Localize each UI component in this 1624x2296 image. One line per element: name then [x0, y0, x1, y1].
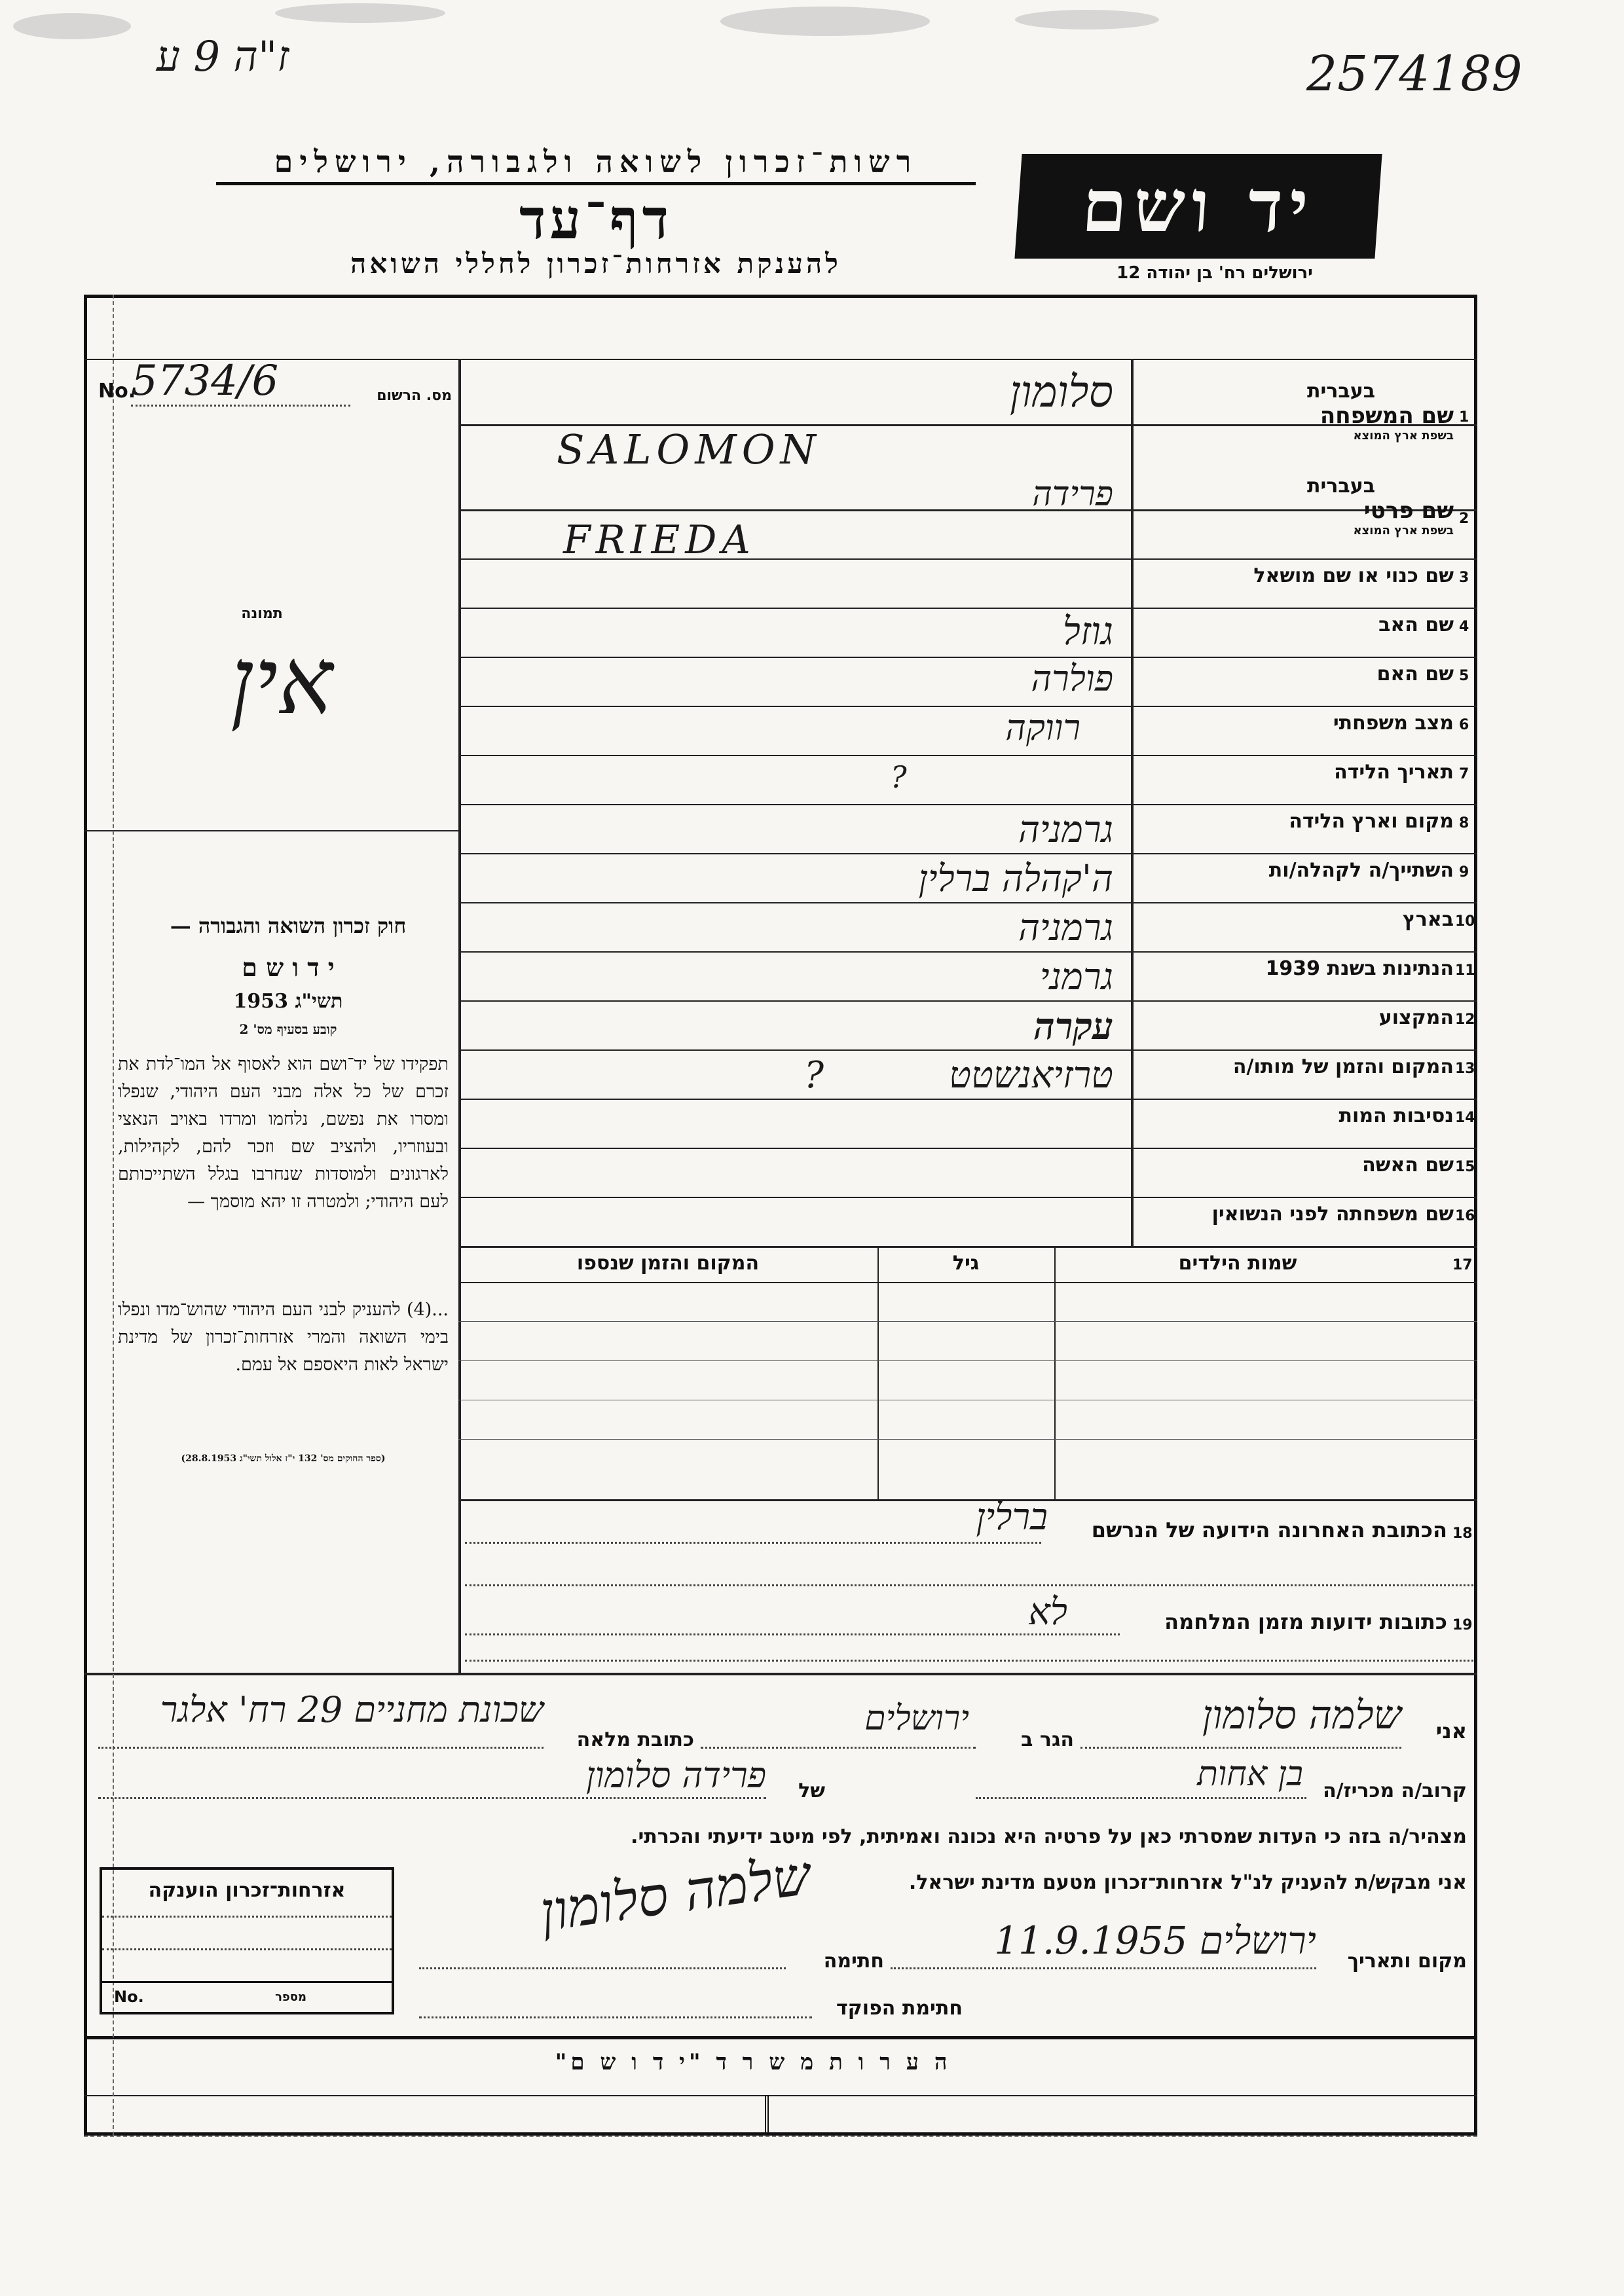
field-citizenship-label: הנתינות בשנת 1939	[1265, 957, 1454, 980]
decl-statement: מצהיר/ה בזה כי העדות שמסרתי כאן על פרטיה היא נכונה ואמיתית, לפי מיטב ידיעתי והכרתי.	[631, 1825, 1467, 1848]
decl-place-date-label: מקום ותאריך	[1347, 1950, 1467, 1973]
field-num-11: 11	[1455, 962, 1475, 979]
value-community: ה'קהלה ברלין	[918, 858, 1113, 900]
logo-text: יד ושם	[1079, 164, 1318, 248]
registration-no-label: No.	[98, 380, 136, 403]
photo-value: אין	[230, 629, 333, 735]
field-death-place-label: המקום והזמן של מותו/ה	[1232, 1055, 1454, 1078]
field-num-19: 19	[1452, 1617, 1473, 1633]
field-num-8: 8	[1459, 815, 1469, 831]
children-col-place: המקום והזמן שנספו	[576, 1252, 760, 1275]
field-mother-label: שם האם	[1376, 663, 1454, 685]
citizenship-box-no-label: No.	[114, 1988, 144, 2006]
field-wife-label: שם האשה	[1362, 1154, 1454, 1176]
field-num-15: 15	[1455, 1159, 1475, 1175]
law-year: תשי"ג 1953	[233, 990, 343, 1013]
field-num-14: 14	[1455, 1110, 1475, 1126]
field-country-label: בארץ	[1402, 908, 1454, 931]
decl-gar-b-label: הגר ב	[1021, 1728, 1074, 1751]
field-num-6: 6	[1459, 717, 1469, 733]
field-num-3: 3	[1459, 570, 1469, 586]
field-num-7: 7	[1459, 766, 1469, 782]
value-country: גרמניה	[1018, 907, 1113, 949]
value-marital-status: רווקה	[1005, 707, 1080, 748]
field-family-name-label	[1139, 380, 1454, 443]
field-profession-label: המקצוע	[1378, 1006, 1454, 1029]
decl-name: שלמה סלומון	[1202, 1692, 1401, 1738]
children-col-names: שמות הילדים	[1178, 1252, 1297, 1275]
value-father-name: גוזל	[1062, 609, 1113, 653]
law-source: (ספר החוקים מס' 132 י"ז אלול תשי"ג 28.8.1953)	[181, 1453, 386, 1464]
registration-number: 5734/6	[131, 357, 279, 405]
field-num-2: 2	[1459, 511, 1469, 527]
decl-relative-of: פרידה סלומון	[585, 1755, 766, 1796]
registration-label: מס. הרשום	[377, 388, 452, 404]
field-num-10: 10	[1455, 913, 1475, 930]
field-last-address-label: הכתובת האחרונה הידועה של הנרשם	[1091, 1518, 1447, 1542]
field-family-name-sub-bottom: בשפת ארץ המוצא	[1353, 429, 1454, 443]
field-first-name-label	[1139, 475, 1454, 538]
decl-city: ירושלים	[864, 1699, 969, 1738]
decl-request: אני מבקש/ת להעניק לנ"ל אזרחות־זכרון מטעם מדינת ישראל.	[908, 1871, 1467, 1894]
field-first-name-sub-top: בעברית	[1307, 475, 1375, 498]
decl-address-label: כתובת מלאה	[576, 1728, 694, 1751]
field-birthplace-label: מקום וארץ הלידה	[1289, 810, 1454, 833]
value-birthplace: גרמניה	[1018, 809, 1113, 851]
value-mother-name: פולרה	[1031, 658, 1113, 699]
value-death-place: טרזיאנשטט	[949, 1054, 1113, 1097]
field-num-5: 5	[1459, 668, 1469, 684]
field-father-label: שם האב	[1378, 613, 1454, 636]
decl-address: שכונת מחניים 29 רח' אלגר	[160, 1689, 544, 1730]
form-title: דף־עד	[519, 187, 673, 251]
field-num-17: 17	[1452, 1257, 1473, 1273]
form-subtitle: להענקת אזרחות־זכרון לחללי השואה	[350, 247, 841, 280]
children-col-age: גיל	[952, 1252, 980, 1275]
decl-officer-label: חתימת הפוקד	[836, 1997, 963, 2020]
field-num-1: 1	[1459, 409, 1469, 426]
value-wartime-address: לא	[1028, 1591, 1067, 1633]
law-paragraph-2: ...(4) להעניק לבני העם היהודי שהוש־מדו ונפלו בימי השואה והמרי אזרחות־זכרון של מדינת ישראל לאות היאספם אל עמם.	[118, 1300, 449, 1375]
value-profession: עקרה	[1033, 1005, 1113, 1048]
field-num-18: 18	[1452, 1525, 1473, 1542]
value-family-name-hebrew: סלומון	[1009, 367, 1113, 417]
field-first-name-sub-bottom: בשפת ארץ המוצא	[1353, 524, 1454, 538]
field-num-16: 16	[1455, 1208, 1475, 1224]
field-num-12: 12	[1455, 1011, 1475, 1028]
field-family-name-sub-top: בעברית	[1307, 380, 1375, 403]
law-section: קובע בסעיף מס' 2	[239, 1021, 337, 1037]
citizenship-box-title: אזרחות־זכרון הוענקה	[148, 1879, 346, 1902]
handwritten-top-left-mark: ז"ה 9 ע	[156, 33, 289, 81]
decl-relative-label: קרוב/ה מכריז/ה	[1323, 1779, 1467, 1802]
handwritten-record-number: 2574189	[1306, 46, 1522, 102]
law-name: י ד ו ש ם	[242, 953, 335, 982]
office-notes-title: ה ע ר ו ת מ ש ר ד "י ד ו ש ם"	[555, 2049, 951, 2075]
decl-place-date: ירושלים 11.9.1955	[994, 1918, 1316, 1963]
value-death-place-question: ?	[804, 1054, 824, 1097]
field-num-9: 9	[1459, 864, 1469, 881]
field-death-circumstances-label: נסיבות המות	[1338, 1104, 1454, 1127]
field-community-label: השתייך/ה לקהלה/ות	[1268, 859, 1454, 882]
field-first-name-label-text: שם פרטי	[1363, 498, 1454, 524]
field-alias-label: שם כנוי או שם מושאל	[1253, 564, 1454, 587]
decl-relation: בן אחות	[1197, 1755, 1303, 1794]
field-num-4: 4	[1459, 619, 1469, 635]
field-marital-label: מצב משפחתי	[1333, 712, 1454, 735]
value-first-name-hebrew: פרידה	[1032, 475, 1113, 514]
value-birthdate: ?	[891, 759, 907, 795]
yad-vashem-address: ירושלים רח' בן יהודה 12	[1116, 263, 1313, 283]
decl-of-label: של	[798, 1779, 825, 1802]
decl-ani-label: אני	[1435, 1719, 1467, 1743]
value-last-address: ברלין	[976, 1496, 1048, 1539]
value-first-name-latin: FRIEDA	[563, 517, 756, 563]
decl-signature-label: חתימה	[823, 1950, 884, 1973]
field-wartime-address-label: כתובות ידועות מזמן המלחמה	[1164, 1609, 1447, 1634]
citizenship-granted-box	[100, 1867, 394, 2014]
photo-label: תמונה	[241, 606, 283, 622]
value-family-name-latin: SALOMON	[557, 426, 821, 473]
field-birthdate-label: תאריך הלידה	[1334, 761, 1454, 784]
authority-name: רשות־זכרון לשואה ולגבורה, ירושלים	[216, 144, 976, 185]
field-family-name-label-text: שם המשפחה	[1320, 403, 1454, 429]
law-paragraph-1: תפקידו של יד־ושם הוא לאסוף אל המו־לדת את זכרם של כל אלה מבני העם היהודי, שנפלו ומסרו את נפשם, נלחמו ומרדו באויב הנאצי ובעוזריו, ולהציב שם וזכר להם, לקהילות, לארגונים ולמוסדות שנחרבו בגלל השתייכותם לעם היהודי; ולמטרה זו יהא מוסמך —	[118, 1054, 449, 1212]
value-citizenship-1939: גרמני	[1039, 956, 1113, 998]
yad-vashem-logo	[1014, 154, 1382, 259]
field-maiden-name-label: שם משפחתה לפני הנשואין	[1211, 1203, 1454, 1226]
citizenship-box-num-label: מספר	[275, 1990, 306, 2004]
field-num-13: 13	[1455, 1061, 1475, 1077]
law-title: חוק זכרון השואה והגבורה —	[170, 913, 407, 938]
decl-signature: שלמה סלומון	[536, 1844, 815, 1944]
